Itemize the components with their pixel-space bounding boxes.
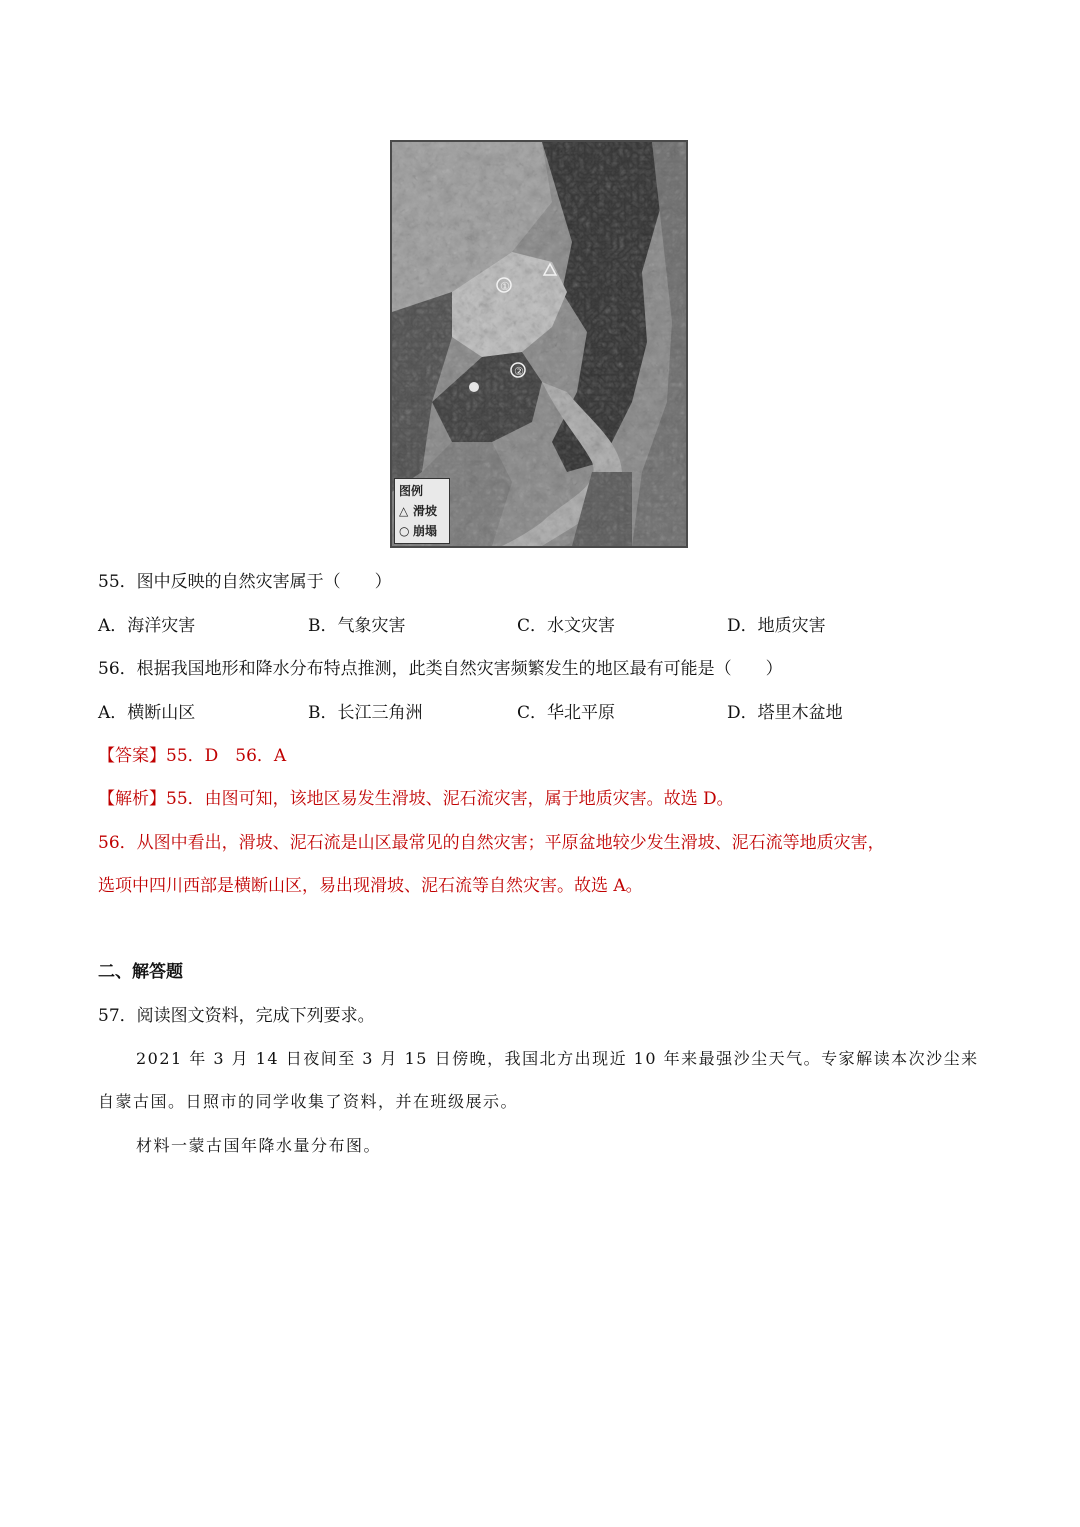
q55-option-c: C．水文灾害 — [517, 616, 616, 636]
landslide-photo — [390, 140, 688, 548]
q55-option-a: A．海洋灾害 — [98, 616, 196, 636]
legend-title: 图例 — [399, 484, 424, 498]
q57-para-line-2: 自蒙古国。日照市的同学收集了资料，并在班级展示。 — [98, 1092, 519, 1111]
material-one-caption: 材料一蒙古国年降水量分布图。 — [136, 1136, 382, 1155]
q57-stem: 57．阅读图文资料，完成下列要求。 — [98, 1006, 375, 1026]
q56-option-b: B．长江三角洲 — [308, 703, 423, 723]
legend-collapse: ○ 崩塌 — [399, 521, 449, 541]
section-heading: 二、解答题 — [98, 962, 183, 982]
map-legend — [394, 478, 450, 544]
q56-stem: 56．根据我国地形和降水分布特点推测，此类自然灾害频繁发生的地区最有可能是（ ） — [98, 659, 783, 679]
marker-1: ① — [500, 280, 510, 293]
analysis-line-1: 【解析】55．由图可知，该地区易发生滑坡、泥石流灾害，属于地质灾害。故选 D。 — [98, 789, 734, 809]
triangle-icon: △ — [399, 504, 409, 518]
q55-option-b: B．气象灾害 — [308, 616, 406, 636]
analysis-line-2: 56．从图中看出，滑坡、泥石流是山区最常见的自然灾害；平原盆地较少发生滑坡、泥石流等地质灾害， — [98, 833, 885, 853]
answer-line: 【答案】55．D 56．A — [98, 746, 287, 766]
q55-option-d: D．地质灾害 — [727, 616, 826, 636]
marker-2: ② — [514, 365, 524, 378]
q56-option-d: D．塔里木盆地 — [727, 703, 843, 723]
q56-option-c: C．华北平原 — [517, 703, 616, 723]
q55-stem: 55．图中反映的自然灾害属于（ ） — [98, 572, 392, 592]
circle-icon: ○ — [399, 524, 410, 538]
legend-landslide: △ 滑坡 — [399, 501, 449, 521]
analysis-line-3: 选项中四川西部是横断山区，易出现滑坡、泥石流等自然灾害。故选 A。 — [98, 876, 643, 896]
q56-option-a: A．横断山区 — [98, 703, 196, 723]
q57-para-line-1: 2021 年 3 月 14 日夜间至 3 月 15 日傍晚，我国北方出现近 10 年来最强沙尘天气。专家解读本次沙尘来 — [136, 1049, 979, 1068]
